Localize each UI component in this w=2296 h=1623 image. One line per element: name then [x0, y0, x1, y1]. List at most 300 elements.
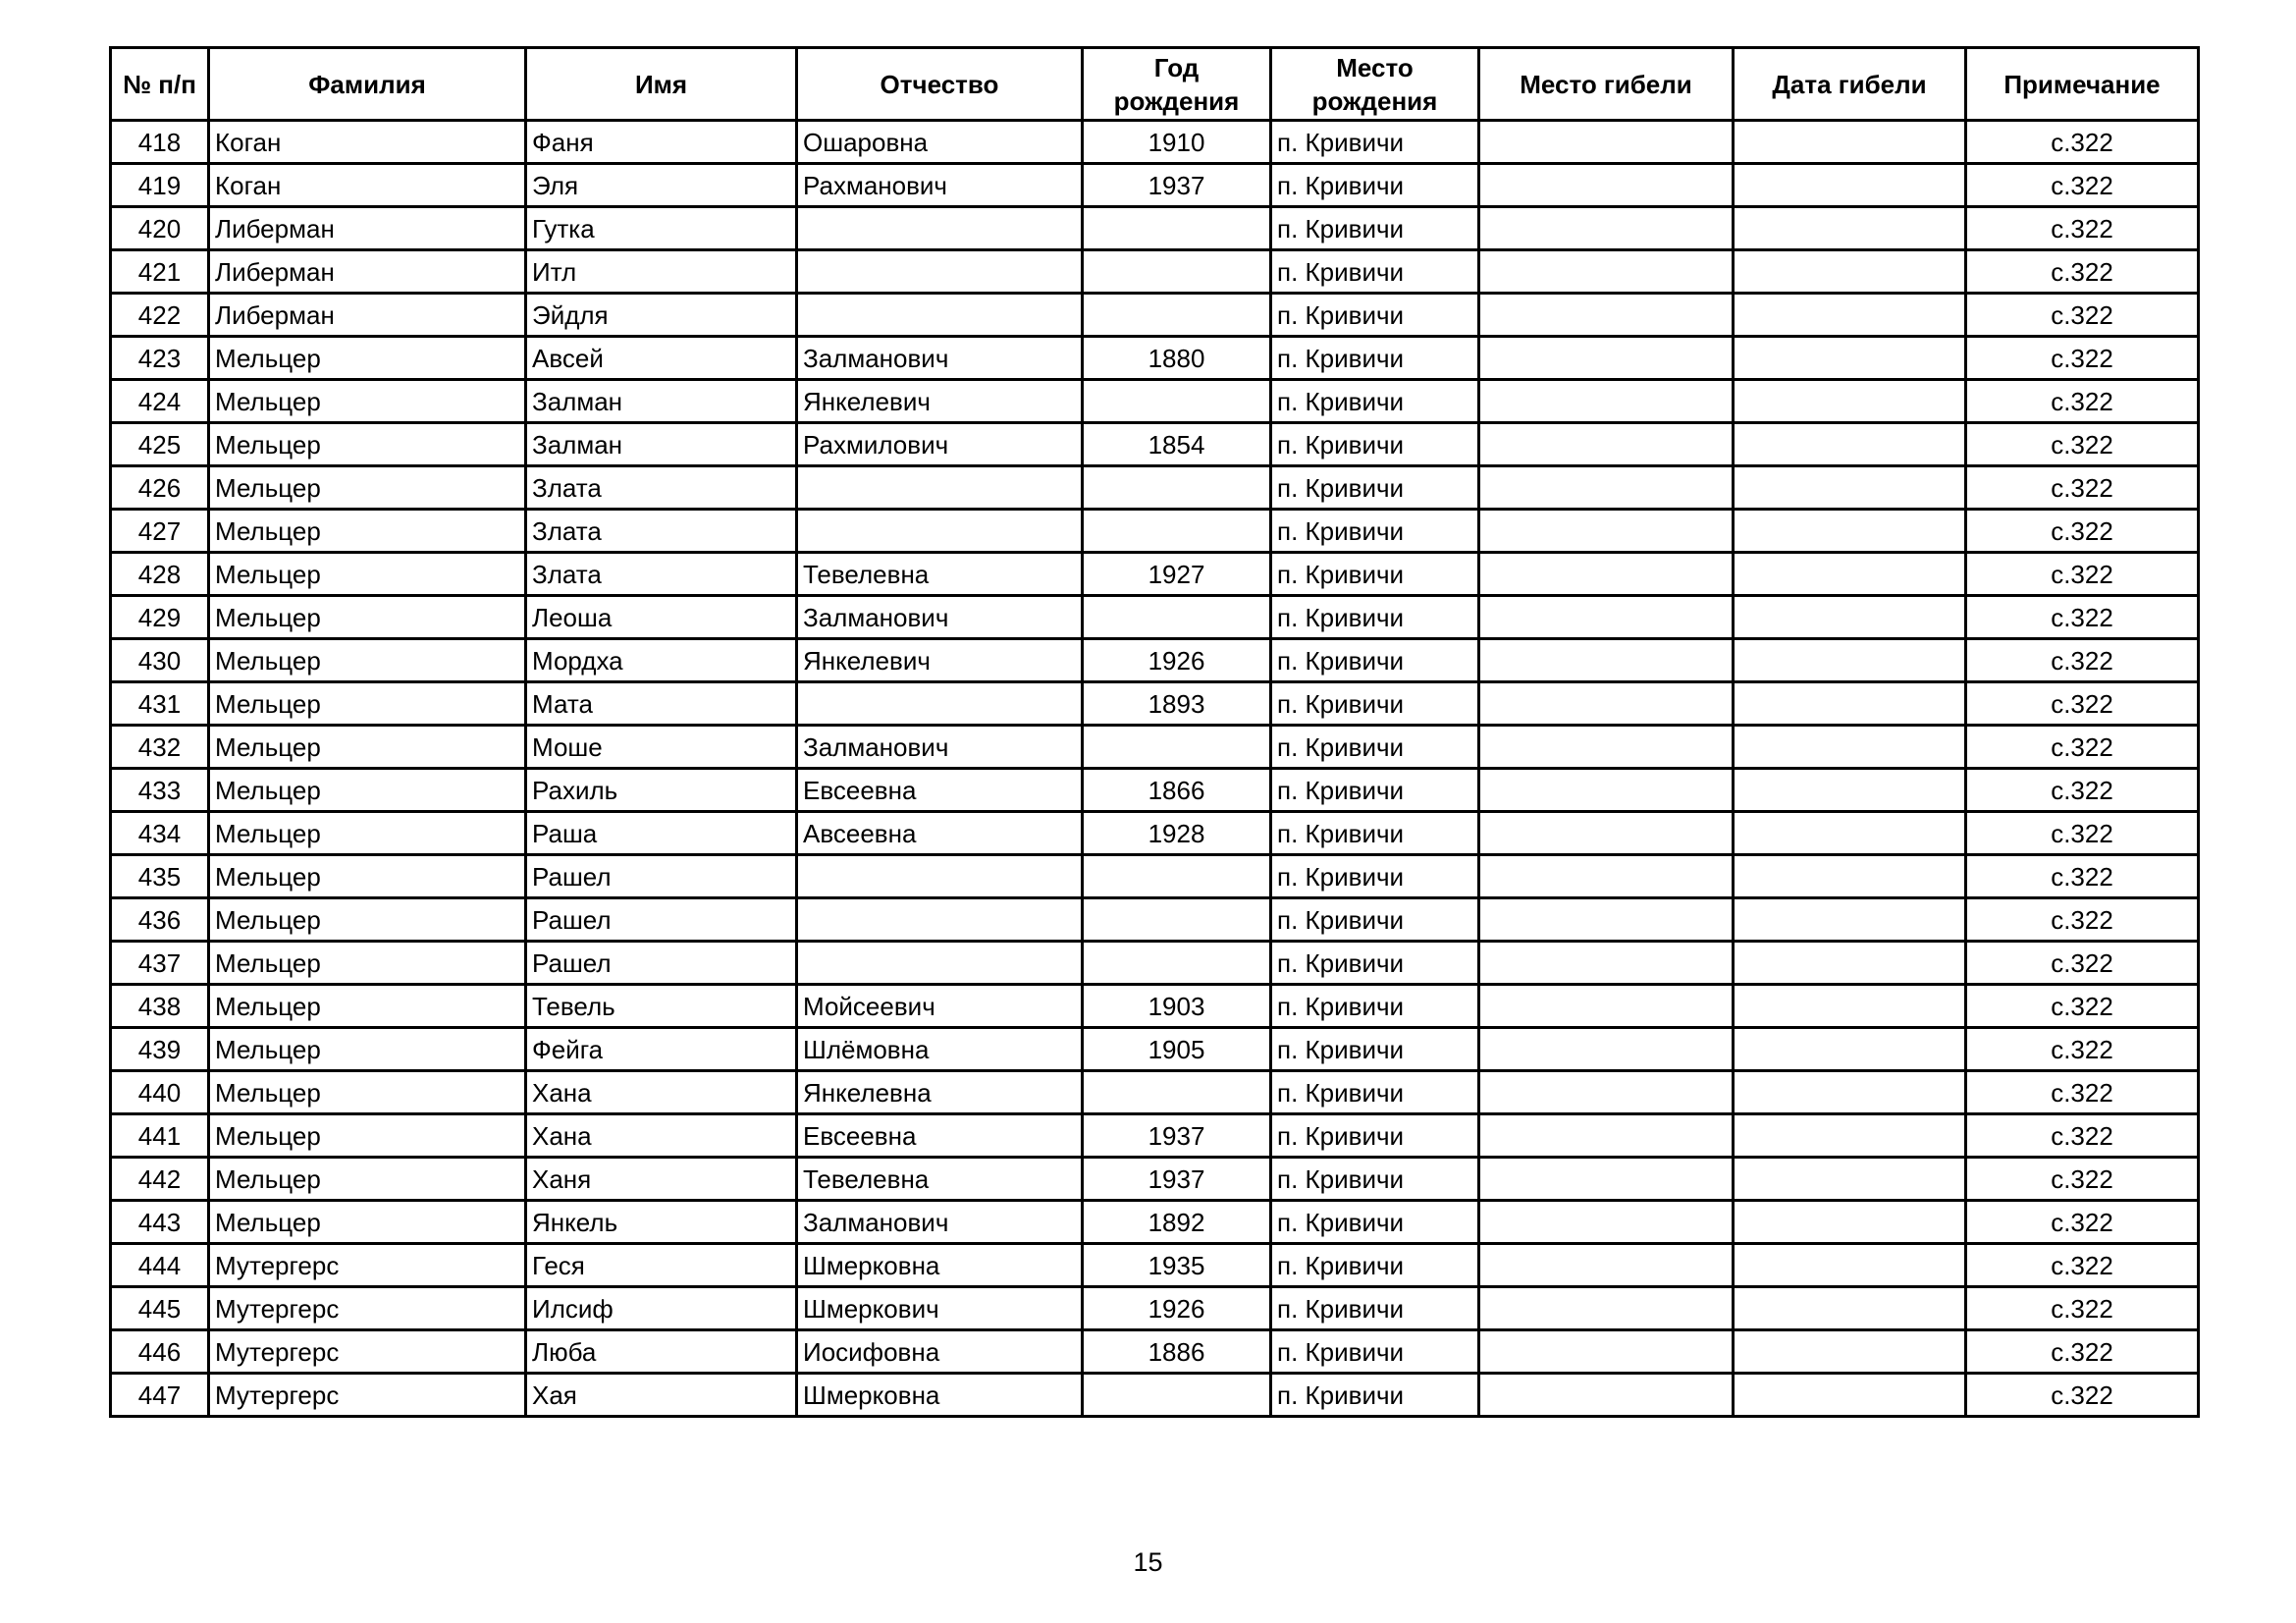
cell-birth-year: 1926	[1083, 639, 1271, 682]
cell-patronymic: Залманович	[797, 337, 1083, 380]
cell-num: 428	[111, 553, 209, 596]
cell-death-date	[1734, 1244, 1966, 1287]
cell-surname: Мельцер	[209, 726, 526, 769]
cell-note: с.322	[1966, 380, 2199, 423]
cell-surname: Мутергерс	[209, 1244, 526, 1287]
table-row	[111, 1114, 2199, 1158]
cell-patronymic: Янкелевич	[797, 380, 1083, 423]
cell-birth-place: п. Кривичи	[1271, 510, 1479, 553]
cell-birth-year: 1937	[1083, 164, 1271, 207]
cell-note: с.322	[1966, 855, 2199, 898]
cell-num: 435	[111, 855, 209, 898]
cell-num: 447	[111, 1374, 209, 1417]
cell-name: Рашел	[526, 855, 797, 898]
cell-num: 438	[111, 985, 209, 1028]
cell-birth-year	[1083, 596, 1271, 639]
cell-death-place	[1479, 164, 1734, 207]
cell-name: Злата	[526, 510, 797, 553]
cell-death-date	[1734, 121, 1966, 164]
cell-num: 431	[111, 682, 209, 726]
cell-patronymic: Авсеевна	[797, 812, 1083, 855]
cell-patronymic: Евсеевна	[797, 769, 1083, 812]
cell-birth-place: п. Кривичи	[1271, 207, 1479, 250]
cell-name: Рашел	[526, 898, 797, 942]
cell-name: Хана	[526, 1071, 797, 1114]
cell-surname: Мельцер	[209, 1071, 526, 1114]
cell-birth-year: 1905	[1083, 1028, 1271, 1071]
cell-death-date	[1734, 423, 1966, 466]
cell-surname: Мельцер	[209, 812, 526, 855]
cell-birth-year: 1903	[1083, 985, 1271, 1028]
cell-death-place	[1479, 855, 1734, 898]
table-row	[111, 1244, 2199, 1287]
table-header-row	[111, 48, 2199, 121]
cell-death-place	[1479, 337, 1734, 380]
cell-death-place	[1479, 812, 1734, 855]
cell-patronymic	[797, 207, 1083, 250]
cell-surname: Либерман	[209, 250, 526, 294]
header-patronymic: Отчество	[797, 48, 1083, 121]
cell-birth-place: п. Кривичи	[1271, 380, 1479, 423]
cell-patronymic: Шлёмовна	[797, 1028, 1083, 1071]
cell-death-place	[1479, 942, 1734, 985]
cell-note: с.322	[1966, 1244, 2199, 1287]
cell-patronymic	[797, 250, 1083, 294]
cell-surname: Мутергерс	[209, 1330, 526, 1374]
cell-birth-year	[1083, 898, 1271, 942]
cell-note: с.322	[1966, 942, 2199, 985]
table-row	[111, 466, 2199, 510]
cell-death-date	[1734, 596, 1966, 639]
cell-birth-year: 1910	[1083, 121, 1271, 164]
table-row	[111, 769, 2199, 812]
cell-name: Тевель	[526, 985, 797, 1028]
cell-death-place	[1479, 1114, 1734, 1158]
cell-birth-year: 1937	[1083, 1158, 1271, 1201]
cell-note: с.322	[1966, 812, 2199, 855]
cell-birth-place: п. Кривичи	[1271, 1374, 1479, 1417]
cell-note: с.322	[1966, 1374, 2199, 1417]
table-row	[111, 1287, 2199, 1330]
cell-death-place	[1479, 682, 1734, 726]
cell-death-date	[1734, 553, 1966, 596]
cell-patronymic	[797, 942, 1083, 985]
cell-birth-year	[1083, 855, 1271, 898]
cell-death-date	[1734, 510, 1966, 553]
cell-num: 432	[111, 726, 209, 769]
cell-death-place	[1479, 1374, 1734, 1417]
cell-death-date	[1734, 942, 1966, 985]
cell-death-place	[1479, 985, 1734, 1028]
cell-note: с.322	[1966, 250, 2199, 294]
cell-note: с.322	[1966, 769, 2199, 812]
header-name: Имя	[526, 48, 797, 121]
cell-name: Итл	[526, 250, 797, 294]
cell-death-place	[1479, 1028, 1734, 1071]
cell-num: 422	[111, 294, 209, 337]
cell-death-date	[1734, 1287, 1966, 1330]
cell-surname: Мельцер	[209, 682, 526, 726]
cell-patronymic: Рахманович	[797, 164, 1083, 207]
cell-death-place	[1479, 596, 1734, 639]
cell-name: Авсей	[526, 337, 797, 380]
cell-death-date	[1734, 1158, 1966, 1201]
cell-note: с.322	[1966, 726, 2199, 769]
cell-note: с.322	[1966, 1158, 2199, 1201]
cell-birth-year: 1935	[1083, 1244, 1271, 1287]
cell-death-place	[1479, 380, 1734, 423]
cell-num: 445	[111, 1287, 209, 1330]
cell-patronymic	[797, 898, 1083, 942]
cell-surname: Мельцер	[209, 1028, 526, 1071]
cell-surname: Мутергерс	[209, 1374, 526, 1417]
cell-surname: Мельцер	[209, 337, 526, 380]
table-row	[111, 207, 2199, 250]
cell-note: с.322	[1966, 164, 2199, 207]
cell-name: Эйдля	[526, 294, 797, 337]
cell-num: 437	[111, 942, 209, 985]
cell-surname: Мельцер	[209, 510, 526, 553]
cell-num: 441	[111, 1114, 209, 1158]
cell-note: с.322	[1966, 121, 2199, 164]
cell-birth-year	[1083, 726, 1271, 769]
cell-name: Рашел	[526, 942, 797, 985]
cell-birth-place: п. Кривичи	[1271, 164, 1479, 207]
cell-surname: Мельцер	[209, 380, 526, 423]
table-row	[111, 1330, 2199, 1374]
cell-name: Илсиф	[526, 1287, 797, 1330]
cell-name: Хая	[526, 1374, 797, 1417]
cell-birth-year: 1926	[1083, 1287, 1271, 1330]
cell-birth-year: 1937	[1083, 1114, 1271, 1158]
cell-num: 440	[111, 1071, 209, 1114]
cell-death-date	[1734, 682, 1966, 726]
cell-patronymic: Тевелевна	[797, 553, 1083, 596]
cell-birth-place: п. Кривичи	[1271, 1158, 1479, 1201]
cell-death-place	[1479, 510, 1734, 553]
cell-note: с.322	[1966, 898, 2199, 942]
cell-num: 424	[111, 380, 209, 423]
cell-death-date	[1734, 985, 1966, 1028]
cell-surname: Коган	[209, 164, 526, 207]
table-row	[111, 250, 2199, 294]
cell-name: Фейга	[526, 1028, 797, 1071]
cell-birth-year: 1880	[1083, 337, 1271, 380]
cell-note: с.322	[1966, 1287, 2199, 1330]
cell-surname: Мельцер	[209, 898, 526, 942]
cell-surname: Мельцер	[209, 596, 526, 639]
cell-birth-place: п. Кривичи	[1271, 337, 1479, 380]
cell-note: с.322	[1966, 423, 2199, 466]
cell-name: Злата	[526, 466, 797, 510]
cell-death-place	[1479, 553, 1734, 596]
table-row	[111, 294, 2199, 337]
table-row	[111, 121, 2199, 164]
cell-death-date	[1734, 726, 1966, 769]
table-body	[111, 121, 2199, 1417]
cell-note: с.322	[1966, 985, 2199, 1028]
cell-birth-year	[1083, 294, 1271, 337]
cell-death-date	[1734, 855, 1966, 898]
cell-death-place	[1479, 639, 1734, 682]
header-birth-year: Год рождения	[1083, 48, 1271, 121]
table-row	[111, 1374, 2199, 1417]
cell-birth-year	[1083, 250, 1271, 294]
table-row	[111, 423, 2199, 466]
cell-birth-place: п. Кривичи	[1271, 1244, 1479, 1287]
cell-birth-place: п. Кривичи	[1271, 682, 1479, 726]
cell-note: с.322	[1966, 294, 2199, 337]
cell-num: 427	[111, 510, 209, 553]
victims-list-sheet	[109, 46, 2200, 1418]
cell-birth-place: п. Кривичи	[1271, 423, 1479, 466]
cell-death-place	[1479, 207, 1734, 250]
cell-death-date	[1734, 812, 1966, 855]
table-row	[111, 726, 2199, 769]
cell-num: 425	[111, 423, 209, 466]
cell-death-place	[1479, 1158, 1734, 1201]
cell-birth-year: 1866	[1083, 769, 1271, 812]
header-birth-place: Место рождения	[1271, 48, 1479, 121]
cell-num: 430	[111, 639, 209, 682]
cell-name: Мата	[526, 682, 797, 726]
cell-birth-year	[1083, 942, 1271, 985]
cell-name: Раша	[526, 812, 797, 855]
cell-patronymic: Залманович	[797, 726, 1083, 769]
header-death-date: Дата гибели	[1734, 48, 1966, 121]
cell-note: с.322	[1966, 639, 2199, 682]
cell-surname: Мельцер	[209, 639, 526, 682]
cell-surname: Мельцер	[209, 423, 526, 466]
cell-death-date	[1734, 1114, 1966, 1158]
cell-num: 442	[111, 1158, 209, 1201]
cell-patronymic	[797, 294, 1083, 337]
cell-surname: Мельцер	[209, 769, 526, 812]
cell-death-date	[1734, 769, 1966, 812]
cell-name: Геся	[526, 1244, 797, 1287]
cell-birth-year	[1083, 466, 1271, 510]
table-row	[111, 337, 2199, 380]
cell-patronymic	[797, 682, 1083, 726]
cell-birth-year	[1083, 1374, 1271, 1417]
cell-birth-place: п. Кривичи	[1271, 250, 1479, 294]
cell-birth-year	[1083, 510, 1271, 553]
cell-num: 436	[111, 898, 209, 942]
table-row	[111, 942, 2199, 985]
page-number: 15	[1133, 1547, 1163, 1577]
cell-num: 418	[111, 121, 209, 164]
table-row	[111, 164, 2199, 207]
cell-surname: Мельцер	[209, 985, 526, 1028]
cell-birth-year	[1083, 207, 1271, 250]
cell-patronymic: Шмеркович	[797, 1287, 1083, 1330]
table-row	[111, 812, 2199, 855]
cell-patronymic: Иосифовна	[797, 1330, 1083, 1374]
cell-note: с.322	[1966, 1071, 2199, 1114]
cell-patronymic	[797, 855, 1083, 898]
cell-birth-place: п. Кривичи	[1271, 1071, 1479, 1114]
cell-death-date	[1734, 337, 1966, 380]
cell-death-date	[1734, 207, 1966, 250]
cell-death-date	[1734, 1071, 1966, 1114]
cell-name: Эля	[526, 164, 797, 207]
cell-patronymic: Янкелевич	[797, 639, 1083, 682]
cell-num: 439	[111, 1028, 209, 1071]
cell-num: 420	[111, 207, 209, 250]
cell-patronymic: Мойсеевич	[797, 985, 1083, 1028]
cell-death-place	[1479, 250, 1734, 294]
cell-death-date	[1734, 1374, 1966, 1417]
cell-death-place	[1479, 1287, 1734, 1330]
cell-death-place	[1479, 121, 1734, 164]
cell-death-place	[1479, 1244, 1734, 1287]
header-num: № п/п	[111, 48, 209, 121]
cell-birth-place: п. Кривичи	[1271, 466, 1479, 510]
cell-name: Гутка	[526, 207, 797, 250]
cell-death-date	[1734, 250, 1966, 294]
table-row	[111, 898, 2199, 942]
cell-num: 433	[111, 769, 209, 812]
cell-num: 419	[111, 164, 209, 207]
cell-birth-place: п. Кривичи	[1271, 639, 1479, 682]
cell-note: с.322	[1966, 207, 2199, 250]
table-row	[111, 639, 2199, 682]
cell-death-place	[1479, 769, 1734, 812]
cell-death-date	[1734, 1028, 1966, 1071]
cell-patronymic: Евсеевна	[797, 1114, 1083, 1158]
cell-birth-year: 1854	[1083, 423, 1271, 466]
cell-num: 446	[111, 1330, 209, 1374]
cell-name: Мордха	[526, 639, 797, 682]
cell-surname: Мельцер	[209, 855, 526, 898]
cell-name: Ханя	[526, 1158, 797, 1201]
cell-death-place	[1479, 466, 1734, 510]
cell-birth-place: п. Кривичи	[1271, 553, 1479, 596]
cell-note: с.322	[1966, 596, 2199, 639]
cell-birth-place: п. Кривичи	[1271, 596, 1479, 639]
header-death-place: Место гибели	[1479, 48, 1734, 121]
cell-death-date	[1734, 164, 1966, 207]
table-row	[111, 510, 2199, 553]
cell-name: Рахиль	[526, 769, 797, 812]
cell-note: с.322	[1966, 1114, 2199, 1158]
cell-note: с.322	[1966, 553, 2199, 596]
table-row	[111, 1158, 2199, 1201]
cell-note: с.322	[1966, 510, 2199, 553]
cell-death-place	[1479, 423, 1734, 466]
cell-birth-year: 1928	[1083, 812, 1271, 855]
victims-table	[109, 46, 2200, 1418]
cell-birth-place: п. Кривичи	[1271, 1330, 1479, 1374]
table-row	[111, 682, 2199, 726]
cell-num: 443	[111, 1201, 209, 1244]
cell-patronymic: Тевелевна	[797, 1158, 1083, 1201]
cell-name: Злата	[526, 553, 797, 596]
cell-birth-year: 1886	[1083, 1330, 1271, 1374]
cell-name: Янкель	[526, 1201, 797, 1244]
cell-death-place	[1479, 294, 1734, 337]
cell-surname: Коган	[209, 121, 526, 164]
cell-patronymic: Ошаровна	[797, 121, 1083, 164]
table-row	[111, 380, 2199, 423]
cell-birth-place: п. Кривичи	[1271, 812, 1479, 855]
table-row	[111, 553, 2199, 596]
cell-death-place	[1479, 1201, 1734, 1244]
cell-death-date	[1734, 1201, 1966, 1244]
cell-patronymic: Залманович	[797, 596, 1083, 639]
cell-birth-year	[1083, 1071, 1271, 1114]
cell-surname: Мутергерс	[209, 1287, 526, 1330]
cell-surname: Либерман	[209, 294, 526, 337]
cell-name: Фаня	[526, 121, 797, 164]
table-row	[111, 1201, 2199, 1244]
cell-num: 421	[111, 250, 209, 294]
cell-birth-place: п. Кривичи	[1271, 121, 1479, 164]
cell-birth-place: п. Кривичи	[1271, 855, 1479, 898]
cell-birth-year	[1083, 380, 1271, 423]
cell-birth-place: п. Кривичи	[1271, 1287, 1479, 1330]
cell-num: 434	[111, 812, 209, 855]
cell-patronymic: Шмерковна	[797, 1244, 1083, 1287]
cell-birth-place: п. Кривичи	[1271, 1201, 1479, 1244]
cell-patronymic	[797, 510, 1083, 553]
cell-name: Моше	[526, 726, 797, 769]
table-row	[111, 1071, 2199, 1114]
cell-death-place	[1479, 1071, 1734, 1114]
cell-death-place	[1479, 726, 1734, 769]
cell-birth-place: п. Кривичи	[1271, 769, 1479, 812]
cell-birth-place: п. Кривичи	[1271, 898, 1479, 942]
cell-note: с.322	[1966, 1330, 2199, 1374]
cell-note: с.322	[1966, 682, 2199, 726]
cell-patronymic: Рахмилович	[797, 423, 1083, 466]
table-row	[111, 985, 2199, 1028]
cell-birth-year: 1892	[1083, 1201, 1271, 1244]
cell-birth-place: п. Кривичи	[1271, 942, 1479, 985]
cell-death-date	[1734, 1330, 1966, 1374]
cell-surname: Мельцер	[209, 553, 526, 596]
cell-death-date	[1734, 294, 1966, 337]
cell-death-date	[1734, 898, 1966, 942]
cell-note: с.322	[1966, 466, 2199, 510]
cell-death-date	[1734, 466, 1966, 510]
cell-surname: Мельцер	[209, 1114, 526, 1158]
cell-surname: Мельцер	[209, 466, 526, 510]
cell-patronymic: Залманович	[797, 1201, 1083, 1244]
cell-birth-place: п. Кривичи	[1271, 294, 1479, 337]
cell-surname: Мельцер	[209, 942, 526, 985]
cell-death-date	[1734, 639, 1966, 682]
cell-num: 444	[111, 1244, 209, 1287]
cell-name: Залман	[526, 423, 797, 466]
cell-patronymic	[797, 466, 1083, 510]
cell-birth-place: п. Кривичи	[1271, 726, 1479, 769]
cell-note: с.322	[1966, 337, 2199, 380]
cell-birth-year: 1927	[1083, 553, 1271, 596]
cell-note: с.322	[1966, 1028, 2199, 1071]
cell-death-place	[1479, 1330, 1734, 1374]
header-note: Примечание	[1966, 48, 2199, 121]
cell-name: Люба	[526, 1330, 797, 1374]
cell-name: Леоша	[526, 596, 797, 639]
cell-num: 423	[111, 337, 209, 380]
cell-birth-place: п. Кривичи	[1271, 1028, 1479, 1071]
header-surname: Фамилия	[209, 48, 526, 121]
table-row	[111, 855, 2199, 898]
cell-surname: Мельцер	[209, 1158, 526, 1201]
cell-surname: Либерман	[209, 207, 526, 250]
cell-name: Залман	[526, 380, 797, 423]
